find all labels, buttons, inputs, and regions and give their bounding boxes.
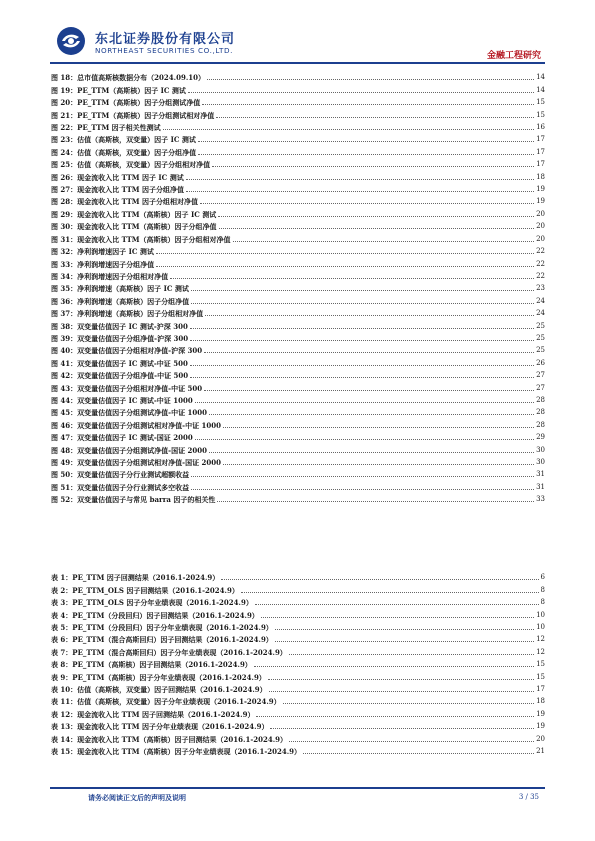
toc-entry-page: 31	[536, 482, 545, 491]
figure-toc-entry[interactable]	[51, 281, 545, 293]
toc-entry-title: 表 2：PE_TTM_OLS 因子回测结果（2016.1-2024.9）	[51, 585, 239, 595]
figure-toc-entry[interactable]	[51, 206, 545, 218]
toc-entry-title: 图 36：净利润增速（高斯核）因子分组净值	[51, 296, 190, 306]
dot-leader	[223, 464, 534, 465]
dot-leader	[200, 203, 534, 204]
toc-entry-title: 图 40：双变量估值因子分组相对净值-沪深 300	[51, 346, 203, 356]
toc-entry-title: 表 14：现金流收入比 TTM（高斯核）因子回测结果（2016.1-2024.9）	[51, 734, 288, 744]
table-toc-entry[interactable]	[51, 694, 545, 706]
table-toc-entry[interactable]	[51, 657, 545, 669]
disclaimer-text: 请务必阅读正文后的声明及说明	[88, 794, 186, 802]
figure-toc-entry[interactable]	[51, 194, 545, 206]
toc-entry-page: 28	[536, 420, 545, 429]
toc-entry-title: 图 48：双变量估值因子分组测试净值-国证 2000	[51, 445, 208, 455]
toc-entry-page: 16	[536, 123, 545, 132]
figure-toc-entry[interactable]	[51, 430, 545, 442]
dot-leader	[190, 365, 534, 366]
toc-entry-page: 19	[536, 197, 545, 206]
toc-entry-page: 18	[536, 172, 545, 181]
toc-entry-title: 图 52：双变量估值因子与常见 barra 因子的相关性	[51, 495, 216, 505]
toc-entry-page: 19	[536, 185, 545, 194]
toc-entry-page: 12	[536, 635, 545, 644]
toc-entry-page: 10	[536, 610, 545, 619]
toc-entry-page: 8	[540, 585, 545, 594]
dot-leader	[289, 654, 534, 655]
toc-entry-page: 20	[536, 734, 545, 743]
toc-entry-page: 28	[536, 395, 545, 404]
toc-entry-title: 图 23：估值（高斯核，双变量）因子 IC 测试	[51, 135, 196, 145]
dot-leader	[198, 141, 534, 142]
toc-entry-page: 27	[536, 371, 545, 380]
toc-entry-page: 20	[536, 234, 545, 243]
dot-leader	[219, 228, 535, 229]
figure-toc-entry[interactable]	[51, 70, 545, 82]
toc-entry-page: 14	[536, 73, 545, 82]
table-toc-entry[interactable]	[51, 744, 545, 756]
toc-entry-title: 图 37：净利润增速（高斯核）因子分组相对净值	[51, 309, 204, 319]
figure-toc-entry[interactable]	[51, 120, 545, 132]
toc-entry-title: 图 32：净利润增速因子 IC 测试	[51, 247, 154, 257]
table-toc-entry[interactable]	[51, 719, 545, 731]
dot-leader	[209, 452, 534, 453]
toc-entry-title: 表 13：现金流收入比 TTM 因子分年业绩表现（2016.1-2024.9）	[51, 722, 269, 732]
dot-leader	[216, 117, 534, 118]
dot-leader	[190, 377, 534, 378]
toc-entry-title: 表 12：现金流收入比 TTM 因子回测结果（2016.1-2024.9）	[51, 709, 255, 719]
toc-entry-title: 图 47：双变量估值因子 IC 测试-国证 2000	[51, 433, 193, 443]
table-toc-entry[interactable]	[51, 595, 545, 607]
dot-leader	[212, 166, 534, 167]
header-divider	[50, 62, 545, 64]
toc-entry-title: 图 46：双变量估值因子分组测试相对净值-中证 1000	[51, 420, 222, 430]
toc-entry-page: 10	[536, 623, 545, 632]
figure-toc-entry[interactable]	[51, 219, 545, 231]
figure-toc-entry[interactable]	[51, 231, 545, 243]
toc-entry-page: 19	[536, 722, 545, 731]
toc-entry-page: 22	[536, 259, 545, 268]
figure-toc-entry[interactable]	[51, 479, 545, 491]
toc-entry-page: 31	[536, 470, 545, 479]
toc-entry-title: 图 44：双变量估值因子 IC 测试-中证 1000	[51, 395, 193, 405]
figure-toc-entry[interactable]	[51, 380, 545, 392]
toc-entry-title: 图 26：现金流收入比 TTM 因子 IC 测试	[51, 172, 184, 182]
toc-entry-page: 25	[536, 321, 545, 330]
toc-entry-page: 20	[536, 209, 545, 218]
table-toc-entry[interactable]	[51, 607, 545, 619]
toc-entry-title: 表 15：现金流收入比 TTM（高斯核）因子分年业绩表现（2016.1-2024.9）	[51, 747, 302, 757]
table-toc-entry[interactable]	[51, 570, 545, 582]
toc-entry-page: 17	[536, 147, 545, 156]
figure-toc-entry[interactable]	[51, 393, 545, 405]
company-name-cn: 东北证券股份有限公司	[95, 32, 236, 47]
toc-entry-page: 15	[536, 98, 545, 107]
dot-leader	[207, 79, 534, 80]
toc-entry-title: 表 8：PE_TTM（高斯核）因子回测结果（2016.1-2024.9）	[51, 660, 252, 670]
figure-toc-entry[interactable]	[51, 144, 545, 156]
toc-entry-title: 图 29：现金流收入比 TTM（高斯核）因子 IC 测试	[51, 209, 217, 219]
toc-entry-title: 图 31：现金流收入比 TTM（高斯核）因子分组相对净值	[51, 234, 231, 244]
figure-toc-entry[interactable]	[51, 256, 545, 268]
toc-entry-page: 27	[536, 383, 545, 392]
toc-entry-page: 19	[536, 709, 545, 718]
table-toc-entry[interactable]	[51, 669, 545, 681]
toc-entry-page: 30	[536, 458, 545, 466]
toc-entry-page: 33	[536, 495, 545, 504]
toc-entry-title: 表 5：PE_TTM（分段回归）因子分年业绩表现（2016.1-2024.9）	[51, 623, 273, 633]
toc-entry-title: 表 9：PE_TTM（高斯核）因子分年业绩表现（2016.1-2024.9）	[51, 672, 266, 682]
toc-entry-page: 25	[536, 333, 545, 342]
dot-leader	[190, 328, 534, 329]
figure-index	[51, 70, 545, 504]
figure-toc-entry[interactable]	[51, 132, 545, 144]
toc-entry-page: 17	[536, 160, 545, 169]
dot-leader	[303, 753, 534, 754]
dot-leader	[198, 154, 534, 155]
toc-entry-page: 6	[540, 573, 545, 582]
figure-toc-entry[interactable]	[51, 417, 545, 429]
table-index	[51, 570, 545, 756]
figure-toc-entry[interactable]	[51, 343, 545, 355]
figure-toc-entry[interactable]	[51, 442, 545, 454]
figure-toc-entry[interactable]	[51, 82, 545, 94]
page-header	[0, 0, 595, 70]
toc-entry-page: 22	[536, 247, 545, 256]
dot-leader	[275, 641, 534, 642]
dot-leader	[191, 489, 534, 490]
toc-entry-title: 表 11：估值（高斯核，双变量）因子分年业绩表现（2016.1-2024.9）	[51, 697, 281, 707]
toc-entry-title: 图 18：总市值高斯核数据分布（2024.09.10）	[51, 73, 206, 83]
footer-divider	[50, 787, 545, 789]
figure-toc-entry[interactable]	[51, 269, 545, 281]
figure-toc-entry[interactable]	[51, 318, 545, 330]
dot-leader	[270, 728, 534, 729]
figure-toc-entry[interactable]	[51, 107, 545, 119]
dot-leader	[241, 592, 539, 593]
dot-leader	[163, 129, 534, 130]
dot-leader	[204, 390, 534, 391]
dot-leader	[289, 741, 534, 742]
toc-entry-page: 23	[536, 284, 545, 293]
figure-toc-entry[interactable]	[51, 467, 545, 479]
toc-entry-title: 图 51：双变量估值因子分行业测试多空收益	[51, 482, 190, 492]
dot-leader	[223, 427, 534, 428]
toc-entry-page: 22	[536, 271, 545, 280]
table-toc-entry[interactable]	[51, 682, 545, 694]
dot-leader	[275, 629, 534, 630]
toc-entry-title: 表 10：估值（高斯核，双变量）因子回测结果（2016.1-2024.9）	[51, 685, 267, 695]
dot-leader	[186, 179, 534, 180]
dot-leader	[195, 439, 534, 440]
table-toc-entry[interactable]	[51, 582, 545, 594]
dot-leader	[170, 278, 534, 279]
dot-leader	[191, 303, 534, 304]
toc-entry-page: 20	[536, 222, 545, 231]
toc-entry-title: 图 27：现金流收入比 TTM 因子分组净值	[51, 185, 184, 195]
toc-entry-page: 26	[536, 358, 545, 367]
dot-leader	[256, 716, 534, 717]
figure-toc-entry[interactable]	[51, 182, 545, 194]
table-toc-entry[interactable]	[51, 644, 545, 656]
toc-entry-title: 表 7：PE_TTM（混合高斯回归）因子分年业绩表现（2016.1-2024.9）	[51, 647, 287, 657]
dot-leader	[156, 253, 534, 254]
toc-entry-title: 图 24：估值（高斯核，双变量）因子分组净值	[51, 147, 197, 157]
toc-entry-page: 21	[536, 747, 545, 756]
toc-entry-title: 图 41：双变量估值因子 IC 测试-中证 500	[51, 358, 188, 368]
toc-entry-page: 17	[536, 685, 545, 694]
table-toc-entry[interactable]	[51, 632, 545, 644]
toc-entry-title: 图 38：双变量估值因子 IC 测试-沪深 300	[51, 321, 188, 331]
toc-entry-title: 表 1：PE_TTM 因子回测结果（2016.1-2024.9）	[51, 573, 220, 583]
figure-toc-entry[interactable]	[51, 331, 545, 343]
dot-leader	[255, 604, 539, 605]
toc-entry-page: 29	[536, 433, 545, 442]
toc-entry-title: 图 20：PE_TTM（高斯核）因子分组测试净值	[51, 98, 201, 108]
toc-entry-page: 25	[536, 346, 545, 355]
figure-toc-entry[interactable]	[51, 244, 545, 256]
figure-toc-entry[interactable]	[51, 169, 545, 181]
dot-leader	[254, 666, 534, 667]
table-toc-entry[interactable]	[51, 620, 545, 632]
figure-toc-entry[interactable]	[51, 405, 545, 417]
dot-leader	[233, 241, 535, 242]
dot-leader	[209, 414, 534, 415]
dot-leader	[191, 290, 534, 291]
company-name-en: NORTHEAST SECURITIES CO.,LTD.	[95, 46, 233, 55]
figure-toc-entry[interactable]	[51, 293, 545, 305]
toc-entry-title: 图 19：PE_TTM（高斯核）因子 IC 测试	[51, 85, 186, 95]
dot-leader	[186, 191, 534, 192]
toc-entry-title: 图 49：双变量估值因子分组测试相对净值-国证 2000	[51, 458, 222, 467]
figure-toc-entry[interactable]	[51, 157, 545, 169]
dot-leader	[204, 352, 534, 353]
toc-entry-title: 图 30：现金流收入比 TTM（高斯核）因子分组净值	[51, 222, 217, 232]
dot-leader	[268, 679, 534, 680]
dot-leader	[283, 703, 534, 704]
toc-entry-page: 8	[540, 598, 545, 607]
toc-entry-title: 图 39：双变量估值因子分组净值-沪深 300	[51, 333, 189, 343]
dot-leader	[202, 104, 534, 105]
toc-entry-page: 28	[536, 408, 545, 417]
toc-entry-title: 图 34：净利润增速因子分组相对净值	[51, 271, 169, 281]
toc-entry-title: 图 22：PE_TTM 因子相关性测试	[51, 123, 161, 133]
toc-entry-page: 24	[536, 296, 545, 305]
figure-toc-entry[interactable]	[51, 355, 545, 367]
dot-leader	[195, 402, 534, 403]
toc-entry-page: 18	[536, 697, 545, 706]
dot-leader	[190, 340, 534, 341]
report-type-label: 金融工程研究	[486, 51, 541, 61]
dot-leader	[269, 691, 534, 692]
figure-toc-entry[interactable]	[51, 368, 545, 380]
toc-entry-title: 图 35：净利润增速（高斯核）因子 IC 测试	[51, 284, 189, 294]
toc-entry-title: 图 33：净利润增速因子分组净值	[51, 259, 155, 269]
figure-toc-entry[interactable]	[51, 95, 545, 107]
table-toc-entry[interactable]	[51, 731, 545, 743]
toc-entry-page: 15	[536, 110, 545, 119]
toc-entry-page: 15	[536, 672, 545, 681]
page-footer	[0, 784, 595, 824]
company-logo-icon	[56, 26, 86, 56]
dot-leader	[221, 579, 538, 580]
dot-leader	[261, 617, 534, 618]
toc-entry-title: 图 50：双变量估值因子分行业测试超额收益	[51, 470, 190, 480]
toc-entry-title: 表 3：PE_TTM_OLS 因子分年业绩表现（2016.1-2024.9）	[51, 598, 253, 608]
toc-entry-title: 图 21：PE_TTM（高斯核）因子分组测试相对净值	[51, 110, 215, 120]
toc-entry-title: 图 43：双变量估值因子分组相对净值-中证 500	[51, 383, 203, 393]
table-toc-entry[interactable]	[51, 706, 545, 718]
toc-entry-page: 30	[536, 445, 545, 454]
toc-entry-title: 图 45：双变量估值因子分组测试净值-中证 1000	[51, 408, 208, 418]
figure-toc-entry[interactable]	[51, 492, 545, 504]
toc-entry-title: 图 25：估值（高斯核，双变量）因子分组相对净值	[51, 160, 211, 170]
toc-entry-title: 表 4：PE_TTM（分段回归）因子回测结果（2016.1-2024.9）	[51, 610, 259, 620]
dot-leader	[218, 216, 534, 217]
dot-leader	[205, 315, 534, 316]
toc-entry-page: 17	[536, 135, 545, 144]
toc-entry-page: 14	[536, 85, 545, 94]
toc-entry-title: 图 28：现金流收入比 TTM 因子分组相对净值	[51, 197, 198, 207]
dot-leader	[217, 501, 534, 502]
dot-leader	[188, 92, 534, 93]
toc-entry-title: 图 42：双变量估值因子分组净值-中证 500	[51, 371, 189, 381]
dot-leader	[156, 266, 534, 267]
figure-toc-entry[interactable]	[51, 306, 545, 318]
toc-entry-page: 15	[536, 660, 545, 669]
figure-toc-entry[interactable]	[51, 455, 545, 467]
toc-entry-title: 表 6：PE_TTM（混合高斯回归）因子回测结果（2016.1-2024.9）	[51, 635, 273, 645]
toc-entry-page: 24	[536, 309, 545, 318]
dot-leader	[191, 476, 534, 477]
toc-entry-page: 12	[536, 647, 545, 656]
page-number: 3 / 35	[518, 793, 539, 801]
